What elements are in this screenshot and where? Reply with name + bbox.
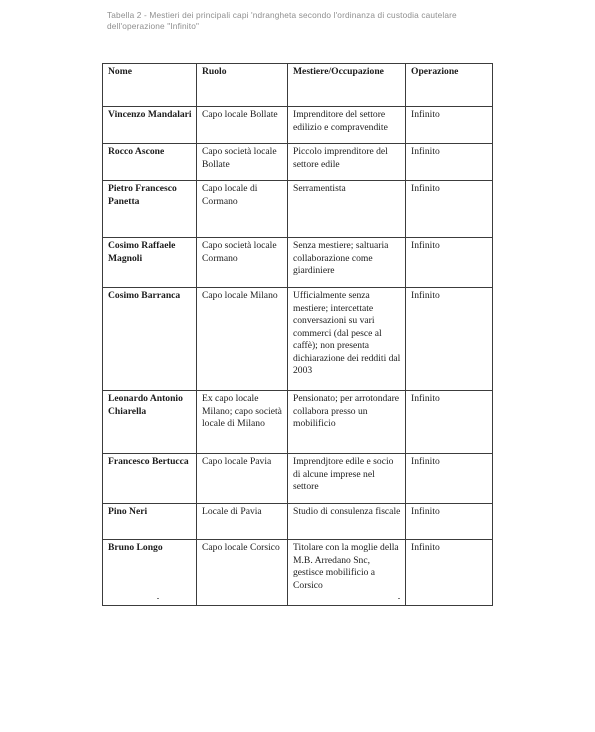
cell-operation: Infinito xyxy=(406,504,493,540)
table-row xyxy=(103,144,493,181)
cell-name: Cosimo Barranca xyxy=(103,288,197,391)
table-header-row xyxy=(103,64,493,107)
table-row xyxy=(103,238,493,288)
cell-operation: Infinito xyxy=(406,454,493,504)
cell-job: Imprenditore del settore edilizio e compravendite xyxy=(288,107,406,144)
table-row xyxy=(103,107,493,144)
page-title: Tabella 2 - Mestieri dei principali capi 'ndrangheta secondo l'ordinanza di custodia cautelare dell'operazione "Infinito" xyxy=(107,10,457,31)
cell-role: Capo società locale Bollate xyxy=(197,144,288,181)
cell-job: Imprendjtore edile e socio di alcune imprese nel settore xyxy=(288,454,406,504)
cell-name: Vincenzo Mandalari xyxy=(103,107,197,144)
cell-name: Bruno Longo xyxy=(103,540,197,606)
cell-operation: Infinito xyxy=(406,107,493,144)
cell-job: Ufficialmente senza mestiere; intercettate conversazioni su vari commerci (dal pesce al caffè); non presenta dichiarazione dei redditi dal 2003 xyxy=(288,288,406,391)
cell-job: Pensionato; per arrotondare collabora presso un mobilificio xyxy=(288,391,406,454)
cell-name: Pino Neri xyxy=(103,504,197,540)
cell-name: Cosimo Raffaele Magnoli xyxy=(103,238,197,288)
cell-role: Ex capo locale Milano; capo società locale di Milano xyxy=(197,391,288,454)
cell-name: Rocco Ascone xyxy=(103,144,197,181)
cell-role: Capo locale Pavia xyxy=(197,454,288,504)
table-row xyxy=(103,288,493,391)
table-row xyxy=(103,540,493,606)
cell-operation: Infinito xyxy=(406,144,493,181)
scan-speck xyxy=(157,598,159,599)
cell-job: Piccolo imprenditore del settore edile xyxy=(288,144,406,181)
header-nome: Nome xyxy=(103,64,197,107)
cell-role: Capo locale Corsico xyxy=(197,540,288,606)
cell-name: Francesco Bertucca xyxy=(103,454,197,504)
cell-job: Studio di consulenza fiscale xyxy=(288,504,406,540)
cell-role: Capo locale Milano xyxy=(197,288,288,391)
cell-operation: Infinito xyxy=(406,181,493,238)
cell-role: Capo società locale Cormano xyxy=(197,238,288,288)
table-row xyxy=(103,181,493,238)
cell-role: Capo locale Bollate xyxy=(197,107,288,144)
table-row xyxy=(103,391,493,454)
cell-role: Capo locale di Cormano xyxy=(197,181,288,238)
cell-job: Senza mestiere; saltuaria collaborazione come giardiniere xyxy=(288,238,406,288)
cell-operation: Infinito xyxy=(406,288,493,391)
table-row xyxy=(103,504,493,540)
cell-operation: Infinito xyxy=(406,238,493,288)
header-operazione: Operazione xyxy=(406,64,493,107)
cell-job: Titolare con la moglie della M.B. Arredano Snc, gestisce mobilificio a Corsico xyxy=(288,540,406,606)
cell-role: Locale di Pavia xyxy=(197,504,288,540)
cell-name: Pietro Francesco Panetta xyxy=(103,181,197,238)
cell-job: Serramentista xyxy=(288,181,406,238)
header-mestiere: Mestiere/Occupazione xyxy=(288,64,406,107)
cell-operation: Infinito xyxy=(406,391,493,454)
scan-speck xyxy=(398,598,400,599)
data-table xyxy=(102,63,493,606)
header-ruolo: Ruolo xyxy=(197,64,288,107)
cell-name: Leonardo Antonio Chiarella xyxy=(103,391,197,454)
cell-operation: Infinito xyxy=(406,540,493,606)
table-row xyxy=(103,454,493,504)
